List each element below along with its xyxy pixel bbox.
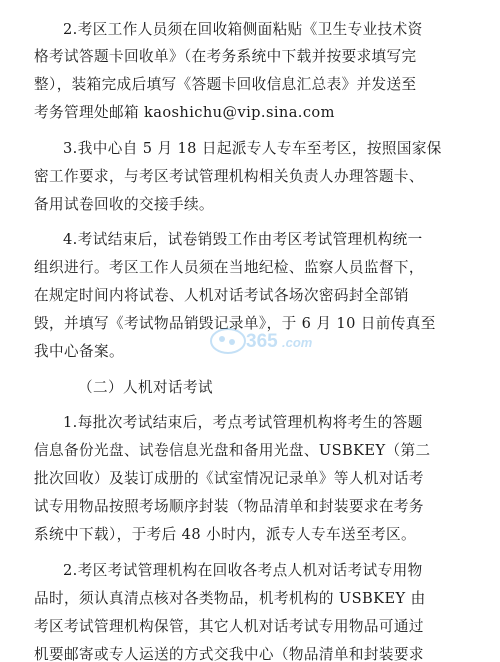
- paragraph-line: 考区考试管理机构保管，其它人机对话考试专用物品可通过: [34, 618, 424, 635]
- paragraph-line: 1.每批次考试结束后，考点考试管理机构将考生的答题: [63, 414, 423, 431]
- watermark-mark-icon: [211, 329, 245, 353]
- section-heading: （二）人机对话考试: [78, 379, 213, 396]
- paragraph-line: 考务管理处邮箱 kaoshichu@vip.sina.com: [34, 104, 335, 121]
- watermark-logo-text: 365: [246, 331, 278, 352]
- paragraph-line: 3.我中心自 5 月 18 日起派专人专车至考区，按照国家保: [63, 140, 442, 157]
- paragraph-line: 备用试卷回收的交接手续。: [34, 196, 214, 213]
- paragraph-line: 信息备份光盘、试卷信息光盘和备用光盘、USBKEY（第二: [34, 442, 431, 459]
- paragraph-line: 组织进行。考区工作人员须在当地纪检、监察人员监督下，: [34, 259, 424, 276]
- paragraph-line: 品时，须认真清点核对各类物品，机考机构的 USBKEY 由: [34, 590, 426, 607]
- paragraph-line: 整），装箱完成后填写《答题卡回收信息汇总表》并发送至: [34, 76, 417, 93]
- watermark-logo: [208, 322, 318, 358]
- paragraph-line: 毁，并填写《考试物品销毁记录单》，于 6 月 10 日前传真至: [34, 315, 436, 332]
- watermark-site-text: .com: [282, 335, 313, 350]
- paragraph-line: 格考试答题卡回收单》（在考务系统中下载并按要求填写完: [34, 48, 417, 65]
- paragraph-line: 我中心备案。: [34, 343, 124, 360]
- paragraph-line: 2.考区考试管理机构在回收各考点人机对话考试专用物: [63, 562, 423, 579]
- paragraph-line: 系统中下载），于考后 48 小时内，派专人专车送至考区。: [34, 526, 416, 543]
- paragraph-line: 2.考区工作人员须在回收箱侧面粘贴《卫生专业技术资: [63, 21, 423, 38]
- paragraph-line: 试专用物品按照考场顺序封装（物品清单和封装要求在考务: [34, 498, 424, 515]
- paragraph-line: 密工作要求，与考区考试管理机构相关负责人办理答题卡、: [34, 168, 424, 185]
- paragraph-line: 4.考试结束后，试卷销毁工作由考区考试管理机构统一: [63, 231, 423, 248]
- paragraph-line: 在规定时间内将试卷、人机对话考试各场次密码封全部销: [34, 287, 409, 304]
- paragraph-line: 批次回收）及装订成册的《试室情况记录单》等人机对话考: [34, 470, 424, 487]
- paragraph-line: 机要邮寄或专人运送的方式交我中心（物品清单和封装要求: [34, 646, 424, 662]
